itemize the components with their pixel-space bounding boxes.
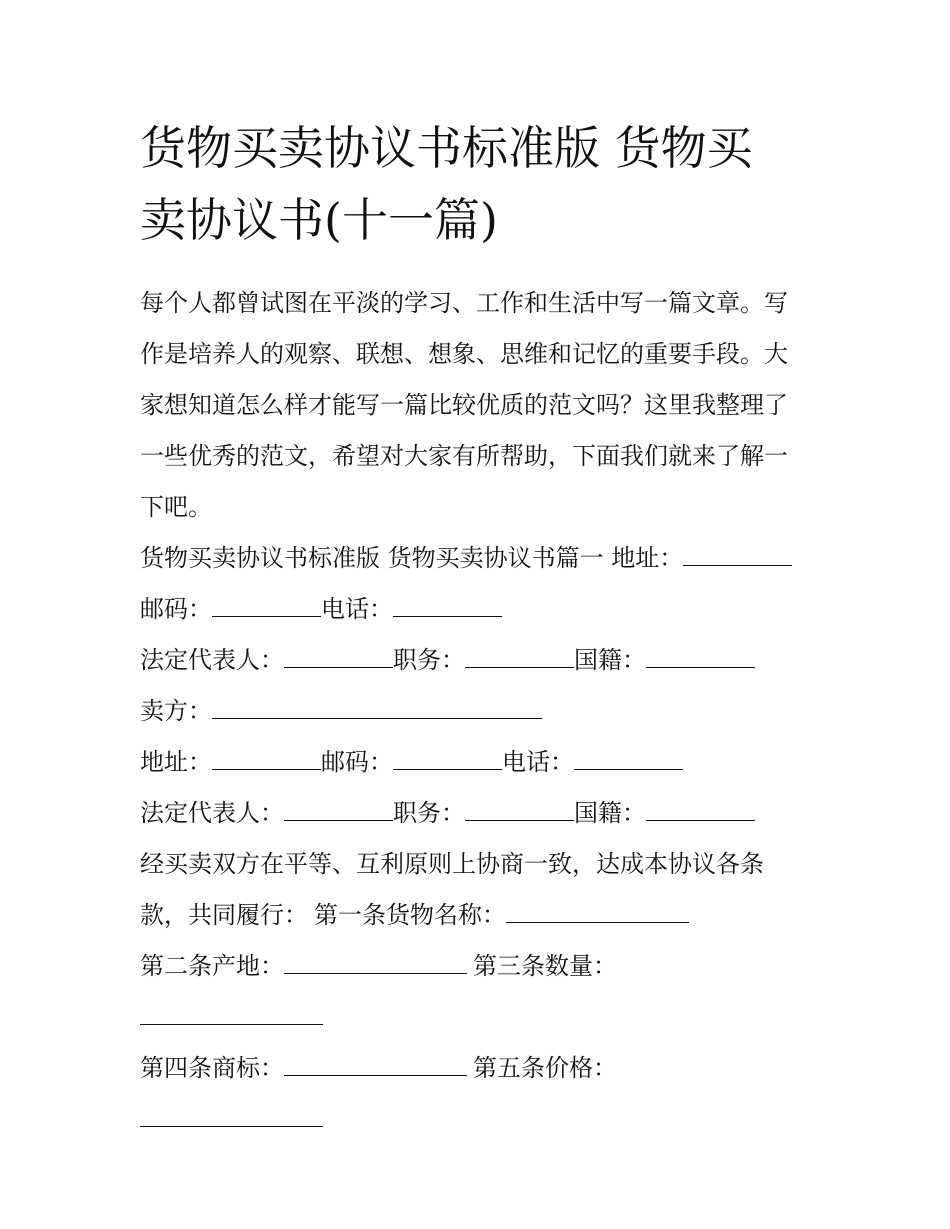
intro-line: 下吧。: [140, 493, 212, 521]
position-blank: [465, 647, 574, 668]
article-3-blank-line: [140, 992, 820, 1043]
phone-blank: [393, 596, 502, 617]
seller-line: [140, 686, 820, 737]
article-5-label: 第五条价格：: [473, 1054, 617, 1082]
legal-rep-label: 法定代表人：: [140, 799, 284, 827]
article-5-blank-line: [140, 1094, 820, 1145]
nationality-label: 国籍：: [574, 799, 646, 827]
address-label: 地址：: [140, 748, 212, 776]
zip-blank: [393, 749, 502, 770]
agreement-text: 款，共同履行：: [140, 901, 308, 929]
legal-rep-line: [140, 635, 820, 686]
article-5-blank: [140, 1106, 323, 1127]
nationality-label: 国籍：: [574, 646, 646, 674]
nationality-blank: [646, 647, 755, 668]
nationality-blank: [646, 800, 755, 821]
seller-blank: [212, 698, 542, 719]
article-2-label: 第二条产地：: [140, 952, 284, 980]
agreement-text: 经买卖双方在平等、互利原则上协商一致，达成本协议各条: [140, 850, 764, 878]
intro-line: 一些优秀的范文，希望对大家有所帮助，下面我们就来了解一: [140, 442, 788, 470]
article-2-3-line: [140, 941, 820, 992]
article-4-blank: [284, 1055, 467, 1076]
title-line-2: 卖协议书(十一篇): [140, 193, 498, 247]
article-4-label: 第四条商标：: [140, 1054, 284, 1082]
form-header-label: 货物买卖协议书标准版 货物买卖协议书篇一 地址：: [140, 544, 684, 572]
zip-phone-line: [140, 584, 820, 635]
position-label: 职务：: [393, 646, 465, 674]
phone-label: 电话：: [502, 748, 574, 776]
article-1-blank: [506, 902, 689, 923]
zip-label: 邮码：: [321, 748, 393, 776]
article-4-5-line: [140, 1043, 820, 1094]
zip-label: 邮码：: [140, 595, 212, 623]
article-3-blank: [140, 1004, 323, 1025]
document-page: [140, 112, 820, 1145]
intro-paragraph: [140, 278, 820, 533]
seller-label: 卖方：: [140, 697, 212, 725]
address-blank: [683, 545, 792, 566]
phone-blank: [574, 749, 683, 770]
legal-rep-line: [140, 788, 820, 839]
position-label: 职务：: [393, 799, 465, 827]
form-header-line: [140, 533, 820, 584]
article-1-label: 第一条货物名称：: [314, 901, 506, 929]
zip-blank: [212, 596, 321, 617]
intro-line: 家想知道怎么样才能写一篇比较优质的范文吗？这里我整理了: [140, 391, 788, 419]
position-blank: [465, 800, 574, 821]
document-title: [140, 112, 820, 256]
legal-rep-blank: [284, 647, 393, 668]
phone-label: 电话：: [321, 595, 393, 623]
title-line-1: 货物买卖协议书标准版 货物买: [140, 121, 753, 175]
article-3-label: 第三条数量：: [473, 952, 617, 980]
article-2-blank: [284, 953, 467, 974]
legal-rep-label: 法定代表人：: [140, 646, 284, 674]
address-blank: [212, 749, 321, 770]
article-1-line: [140, 890, 820, 941]
intro-line: 每个人都曾试图在平淡的学习、工作和生活中写一篇文章。写: [140, 289, 788, 317]
legal-rep-blank: [284, 800, 393, 821]
address-line: [140, 737, 820, 788]
agreement-line: [140, 839, 820, 890]
intro-line: 作是培养人的观察、联想、想象、思维和记忆的重要手段。大: [140, 340, 788, 368]
